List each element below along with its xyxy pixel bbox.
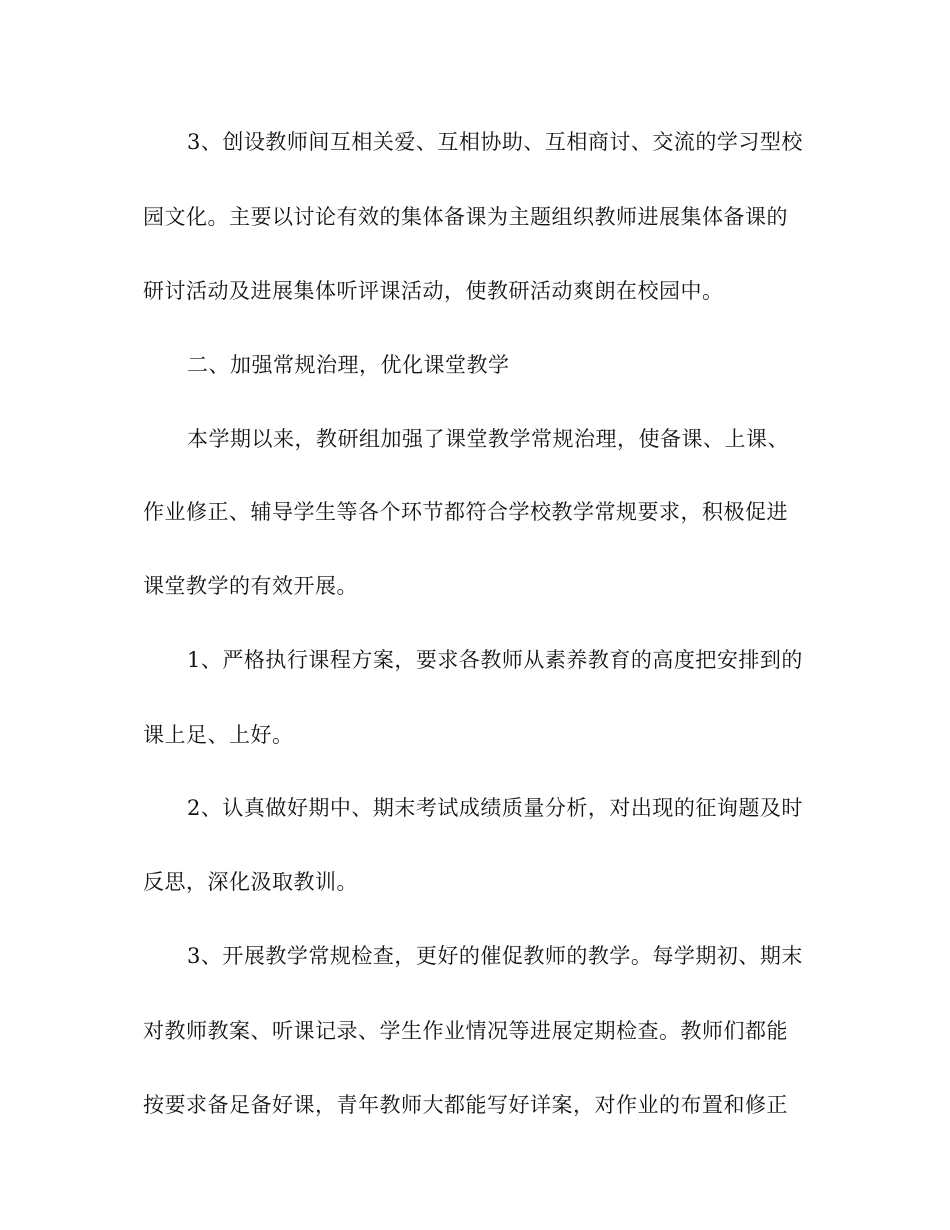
paragraph-line: 2、认真做好期中、期末考试成绩质量分析，对出现的征询题及时 — [187, 796, 803, 820]
paragraph-line: 园文化。主要以讨论有效的集体备课为主题组织教师进展集体备课的 — [143, 205, 788, 229]
paragraph-line: 按要求备足备好课，青年教师大都能写好详案，对作业的布置和修正 — [143, 1093, 788, 1117]
section-heading: 二、加强常规治理，优化课堂教学 — [187, 353, 510, 377]
paragraph-line: 反思，深化汲取教训。 — [143, 870, 358, 894]
paragraph-line: 1、严格执行课程方案，要求各教师从素养教育的高度把安排到的 — [187, 648, 803, 672]
paragraph-line: 作业修正、辅导学生等各个环节都符合学校教学常规要求，积极促进 — [143, 500, 788, 524]
paragraph-line: 课上足、上好。 — [143, 723, 294, 747]
paragraph-line: 3、创设教师间互相关爱、互相协助、互相商讨、交流的学习型校 — [187, 130, 803, 154]
paragraph-line: 课堂教学的有效开展。 — [143, 574, 358, 598]
paragraph-line: 3、开展教学常规检查，更好的催促教师的教学。每学期初、期末 — [187, 944, 803, 968]
paragraph-line: 对教师教案、听课记录、学生作业情况等进展定期检查。教师们都能 — [143, 1019, 788, 1043]
paragraph-line: 研讨活动及进展集体听评课活动，使教研活动爽朗在校园中。 — [143, 279, 724, 303]
paragraph-line: 本学期以来，教研组加强了课堂教学常规治理，使备课、上课、 — [187, 427, 789, 451]
